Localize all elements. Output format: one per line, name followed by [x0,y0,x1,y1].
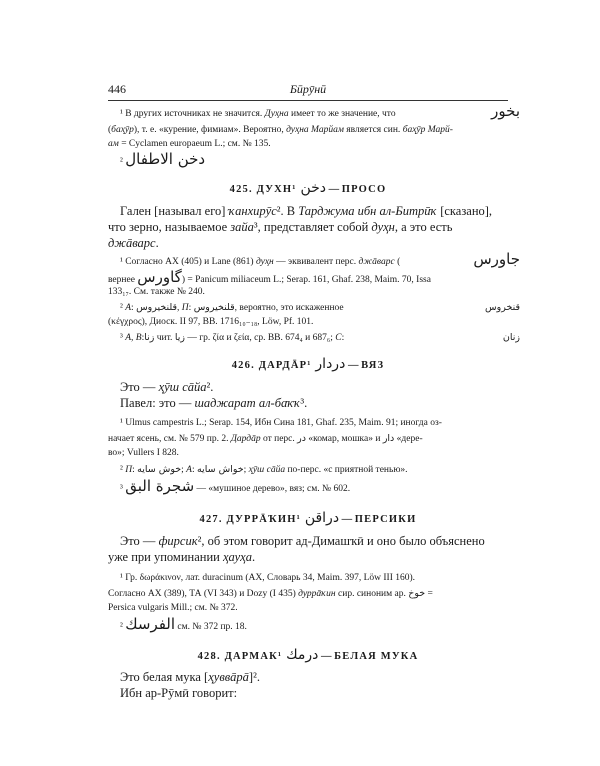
text: Это — [120,534,159,548]
arabic-word: جاورس [473,250,520,268]
text: : [131,303,137,313]
entry-meaning: — БЕЛАЯ МУКА [321,651,419,662]
text: дуҳн [371,220,395,234]
body-line [108,395,520,411]
entry-title: 427. ДУРРĀҠИН¹ [199,514,301,525]
text: зайа [230,220,254,234]
text: ¹ Гр. δωράκινον, лат. duracinum (АХ, Словарь 34, Maim. 397, Löw III 160). [120,573,416,583]
text: ¹ Ulmus campestris L.; Serap. 154, Ибн Сина 181, Ghaf. 235, Maim. 91; иногда оз- [120,418,442,428]
body-line [108,669,520,685]
body-line [108,203,520,219]
text: Согласно АХ (389), ТА (VI 343) и Dozy (I 435) [108,589,299,599]
text: ² [120,622,126,632]
footnote-line [108,615,520,634]
text: дуҳн [255,257,274,267]
arabic-word: گاورس [137,268,182,286]
text: Тарджума ибн ал-Битрӣҡ [298,204,438,218]
footnote-line [108,301,520,315]
entry-heading-425 [108,180,508,196]
text: ³ [120,484,126,494]
text: , [177,303,182,313]
footnote-line [108,572,520,585]
text: вернее [108,275,138,285]
text: = [425,589,433,599]
text: — гр. ζία и ζεία, ср. BB. 674₄ и 687₆; [184,333,336,343]
text: Persica vulgaris Mill.; см. № 372. [108,603,238,613]
arabic-word: دار [382,433,395,444]
text: ҳауҳа [222,550,252,564]
text: что зерно, называемое [108,220,231,234]
text: является син. [343,125,403,135]
text: ² [120,465,126,475]
footnote-line [108,150,520,169]
text: ², об этом говорит ад-Димашҡӣ и оно было объяснено [197,534,485,548]
footnote-line [108,268,508,287]
text: Это белая мука [ [120,670,209,684]
body-line [108,219,508,235]
arabic-word: زنا [144,332,155,343]
text: ( [108,125,112,135]
text: ҡанхирӯс [228,204,277,218]
page-number: 446 [108,82,126,96]
footnote-line [108,602,508,615]
entry-meaning: — ПРОСО [328,184,387,195]
text: Дардāр [230,434,261,444]
arabic-word: دراقن [304,510,340,526]
text: см. № 372 пр. 18. [175,622,247,632]
footnote-line [108,463,520,477]
arabic-word: قنخروس [485,302,520,313]
text: : [191,465,197,475]
text: баҳӯр [111,125,134,135]
text: во»; Vullers I 828. [108,448,179,458]
entry-heading-427 [108,510,508,526]
arabic-word: قلنخيروس [136,302,178,313]
text: джāварс [358,257,395,267]
body-line [108,549,508,565]
text: ]². [248,670,260,684]
text: ҳуввāрā [208,670,249,684]
footnote-line [108,477,520,496]
arabic-word: خوش سايه [137,464,182,475]
arabic-word: الفرسك [125,615,176,633]
text: шаджарат ал-баҡҡ [194,396,301,410]
text: ¹ В других источниках не значится. [120,109,265,119]
text: уже при упоминании [108,550,223,564]
text: ҳӯш сāйа [248,465,286,475]
text: : [132,465,138,475]
footnote-line [108,124,508,137]
arabic-word: در [297,433,306,444]
text: ам [108,139,119,149]
entry-title: 428. ДАРМАК¹ [197,651,283,662]
body-line [108,379,520,395]
text: [сказано], [437,204,493,218]
footnote-line [108,587,508,601]
text: (κέγχρος), Диоск. II 97, BB. 1716₁₀₋₁₈, Löw, Pf. 101. [108,317,314,327]
entry-heading-428 [108,647,508,663]
text: . [155,236,159,250]
text: — «мушиное дерево», вяз; см. № 602. [194,484,351,494]
text: A [186,465,192,475]
text: от перс. [260,434,298,444]
arabic-word: دخن الاطفال [125,150,206,168]
body-line [108,533,520,549]
text: сир. синоним ар. [335,589,409,599]
footnote-line [108,447,508,460]
running-title: Бӣрӯнӣ [289,82,327,96]
arabic-word: شجرة البق [125,477,195,495]
text: баҳӯр Марй- [402,125,453,135]
text: ². [206,380,214,394]
arabic-word: قلنخيروس [193,302,235,313]
arabic-word: بخور [491,102,520,120]
text: , вероятно, это искаженное [234,303,344,313]
text: по-перс. «с приятной тенью». [285,465,408,475]
entry-heading-426 [108,356,508,372]
text: Гален [называл его] [120,204,229,218]
text: — эквивалент перс. [273,257,359,267]
arabic-word: دخن [300,180,326,196]
text: Павел: это — [120,396,195,410]
body-line [108,685,520,701]
text: Ибн ар-Рӯмӣ говорит: [120,686,238,700]
text: П [125,465,133,475]
arabic-word: خواش سايه [196,464,244,475]
text: ² [120,157,126,167]
text: , а это есть [394,220,453,234]
footnote-line [108,432,508,446]
footnote-line [108,331,520,345]
text: ( [394,257,401,267]
arabic-word: دردار [315,356,346,372]
text: 133₁₇. См. также № 240. [108,287,205,297]
text: = Cyclamen europaeum L.; см. № 135. [118,139,271,149]
text: ; [181,465,187,475]
text: : [141,333,145,343]
arabic-word: زنان [502,332,520,343]
text: дуҳна Марйам [286,125,344,135]
text: ¹ Согласно АХ (405) и Lane (861) [120,257,256,267]
text: Дуҳна [264,109,289,119]
text: A, B [125,333,142,343]
text: дуррāҡин [298,589,336,599]
footnote-line [108,102,520,121]
text: джāварс [108,236,156,250]
text: П [181,303,189,313]
text: ². В [276,204,299,218]
footnote-line [108,286,508,299]
text: C [335,333,342,343]
text: начает ясень, см. № 579 пр. 2. [108,434,231,444]
text: . [251,550,256,564]
arabic-word: خوخ [408,588,426,599]
arabic-word: درمك [286,647,319,663]
entry-title: 426. ДАРДĀР¹ [231,360,312,371]
text: «дере- [394,434,423,444]
footnote-line [108,417,520,430]
entry-meaning: — ПЕРСИКИ [341,514,417,525]
entry-meaning: — ВЯЗ [347,360,385,371]
text: : [188,303,194,313]
text: ³, представляет собой [253,220,372,234]
entry-title: 425. ДУХН¹ [229,184,297,195]
text: чит. [154,333,175,343]
arabic-word: زيا [174,332,185,343]
text: ҳӯш сāйа [158,380,207,394]
text: имеет то же значение, что [288,109,396,119]
text: ; [243,465,249,475]
text: фирсик [158,534,198,548]
body-line [108,235,508,251]
footnote-line [108,316,508,329]
text: ³. [300,396,308,410]
text: ² [120,303,126,313]
text: A [125,303,132,313]
text: : [341,333,345,343]
running-header [108,80,508,101]
text: ) = Panicum miliaceum L.; Serap. 161, Ghaf. 238, Maim. 70, Issa [181,275,431,285]
text: Это — [120,380,159,394]
text: «комар, мошка» и [305,434,383,444]
text: ³ [120,333,126,343]
text: ), т. е. «курение, фимиам». Вероятно, [133,125,287,135]
